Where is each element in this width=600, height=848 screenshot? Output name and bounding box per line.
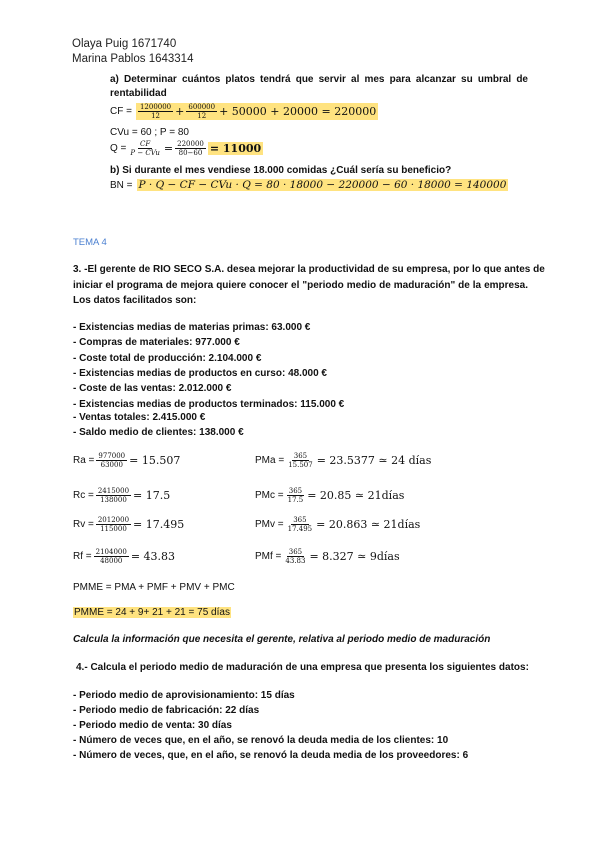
cf-fraction-2: $\frac{600000}{12}$ <box>188 103 216 120</box>
cf-expression <box>136 103 378 120</box>
ratio-value: = 17.495 <box>133 518 185 531</box>
ex3-data-item: - Existencias medias de productos en curso: 48.000 € <box>73 368 327 379</box>
ratio-label: Rf = <box>73 551 92 562</box>
ratio-rc <box>73 487 170 504</box>
pm-fraction: $\frac{365}{17.5}$ <box>287 487 304 504</box>
pmme-formula: PMME = PMA + PMF + PMV + PMC <box>73 582 235 593</box>
ratio-label: Rv = <box>73 519 94 530</box>
ratio-label: Ra = <box>73 455 95 466</box>
ratio-fraction: $\frac{2104000}{48000}$ <box>95 548 127 565</box>
author-line-2: Marina Pablos 1643314 <box>72 53 194 65</box>
bn-equation <box>110 179 508 191</box>
question-b: b) Si durante el mes vendiese 18.000 comidas ¿Cuál sería su beneficio? <box>110 165 452 176</box>
ex3-data-item: - Coste de las ventas: 2.012.000 € <box>73 383 232 394</box>
ex3-intro-line-1: 3. -El gerente de RIO SECO S.A. desea mejorar la productividad de su empresa, por lo que antes de <box>73 264 545 275</box>
pm-fraction: $\frac{365}{17.495}$ <box>287 516 313 533</box>
pm-pmf <box>255 548 400 565</box>
pm-value: = 8.327 ≃ 9días <box>309 550 400 563</box>
ratio-fraction: $\frac{977000}{63000}$ <box>98 452 126 469</box>
plus-sign: + <box>175 105 185 118</box>
author-line-1: Olaya Puig 1671740 <box>72 38 177 50</box>
bn-expression: P · Q − CF − CVu · Q = 80 · 18000 − 220000 − 60 · 18000 = 140000 <box>138 179 507 191</box>
ratio-value: = 43.83 <box>130 550 176 563</box>
ex3-intro-line-3: Los datos facilitados son: <box>73 295 197 306</box>
ex3-intro-line-2: iniciar el programa de mejora quiere conocer el "periodo medio de maduración" de la empresa. <box>73 280 528 291</box>
pmme-result: PMME = 24 + 9+ 21 + 21 = 75 días <box>74 607 230 618</box>
ex3-data-item: - Compras de materiales: 977.000 € <box>73 337 240 348</box>
ratio-value: = 15.507 <box>129 454 181 467</box>
ratio-rv <box>73 516 184 533</box>
ratio-label: Rc = <box>73 490 94 501</box>
ex4-data-item: - Periodo medio de aprovisionamiento: 15 días <box>73 690 295 701</box>
ex4-data-item: - Número de veces, que, en el año, se renovó la deuda media de los proveedores: 6 <box>73 750 469 761</box>
cf-rest: + 50000 + 20000 = 220000 <box>219 105 377 118</box>
ex3-data-item: - Coste total de producción: 2.104.000 € <box>73 353 262 364</box>
question-a-line-2: rentabilidad <box>110 88 167 99</box>
ex4-data-item: - Periodo medio de fabricación: 22 días <box>73 705 260 716</box>
q-equation <box>110 140 263 157</box>
pm-value: = 23.5377 ≃ 24 días <box>316 454 432 467</box>
ratio-value: = 17.5 <box>133 489 171 502</box>
pm-pma <box>255 452 431 469</box>
cf-equation <box>110 103 378 120</box>
q-result: = 11000 <box>209 142 262 155</box>
ex3-data-item: - Ventas totales: 2.415.000 € <box>73 412 206 423</box>
pm-fraction: $\frac{365}{15.507}$ <box>288 452 313 469</box>
ratio-ra <box>73 452 180 469</box>
ex3-data-item: - Existencias medias de productos terminados: 115.000 € <box>73 399 345 410</box>
pm-pmc <box>255 487 404 504</box>
ratio-fraction: $\frac{2415000}{138000}$ <box>97 487 130 504</box>
pm-value: = 20.863 ≃ 21días <box>316 518 421 531</box>
question-a-line-1: a) Determinar cuántos platos tendrá que servir al mes para alcanzar su umbral de <box>110 74 528 85</box>
ex3-data-item: - Existencias medias de materias primas: 63.000 € <box>73 322 311 333</box>
cvu-line: CVu = 60 ; P = 80 <box>110 127 189 138</box>
pm-pmv <box>255 516 420 533</box>
ex4-intro: 4.- Calcula el periodo medio de maduración de una empresa que presenta los siguientes datos: <box>76 662 529 673</box>
q-fraction-1: $\frac{CF}{\text{P − CVu}}$ <box>130 140 160 157</box>
ex4-data-item: - Periodo medio de venta: 30 días <box>73 720 232 731</box>
ex4-data-item: - Número de veces que, en el año, se renovó la deuda media de los clientes: 10 <box>73 735 449 746</box>
ex3-conclusion: Calcula la información que necesita el gerente, relativa al periodo medio de maduración <box>73 634 491 645</box>
cf-label: CF = <box>110 106 132 117</box>
ratio-rf <box>73 548 175 565</box>
q-fraction-2: $\frac{220000}{80-60}$ <box>177 140 204 157</box>
pm-label: PMc = <box>255 490 284 501</box>
section-heading: TEMA 4 <box>73 237 107 248</box>
q-label: Q = <box>110 143 127 154</box>
pm-label: PMf = <box>255 551 282 562</box>
cf-fraction-1: $\frac{1200000}{12}$ <box>139 103 172 120</box>
bn-label: BN = <box>110 179 133 191</box>
pm-fraction: $\frac{365}{43.83}$ <box>285 548 306 565</box>
pm-label: PMa = <box>255 455 285 466</box>
ex3-data-item: - Saldo medio de clientes: 138.000 € <box>73 427 244 438</box>
pm-value: = 20.85 ≃ 21días <box>307 489 405 502</box>
equals-sign: = <box>163 142 174 155</box>
ratio-fraction: $\frac{2012000}{115000}$ <box>97 516 130 533</box>
pm-label: PMv = <box>255 519 284 530</box>
